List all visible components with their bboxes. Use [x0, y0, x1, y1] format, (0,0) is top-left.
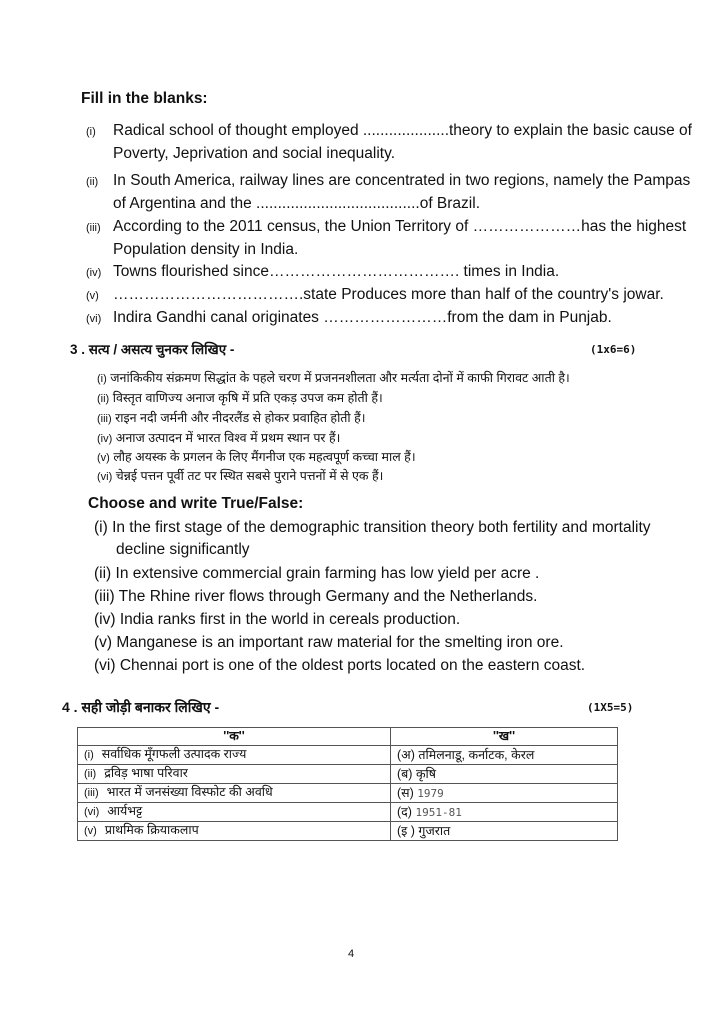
true-false-hindi-item [97, 410, 366, 428]
column-a-cell [78, 784, 391, 803]
column-a-cell [78, 765, 391, 784]
item-text: चेन्नई पत्तन पूर्वी तट पर स्थित सबसे पुराने पत्तनों में से एक हैं। [115, 469, 384, 483]
item-number: (vi) [97, 471, 113, 483]
item-text: Indira Gandhi canal originates ……………………from the dam in Punjab. [113, 309, 612, 326]
item-number: (v) [97, 452, 110, 464]
true-false-hindi-item [97, 370, 570, 388]
item-text: (v) Manganese is an important raw material for the smelting iron ore. [94, 634, 564, 651]
row-number: (iii) [84, 787, 99, 799]
cell-text: तमिलनाडू, कर्नाटक, केरल [418, 747, 535, 762]
item-text: (ii) In extensive commercial grain farming has low yield per acre . [94, 565, 540, 582]
item-number: (ii) [86, 176, 99, 188]
true-false-item [94, 517, 651, 561]
true-false-title: Choose and write True/False: [88, 495, 304, 512]
item-number: (v) [86, 290, 99, 302]
row-number: (vi) [84, 806, 100, 818]
true-false-item [94, 586, 537, 608]
cell-text: आर्यभट्ट [107, 804, 143, 818]
table-row [78, 822, 618, 841]
item-number: (iv) [97, 433, 113, 445]
column-b-header: ''ख'' [391, 728, 618, 746]
fill-blank-item [86, 307, 696, 330]
column-a-header: ''क'' [78, 728, 391, 746]
fill-blank-item [86, 284, 696, 307]
match-table [77, 727, 618, 841]
table-row [78, 746, 618, 765]
cell-text: 1951-81 [415, 805, 462, 819]
true-false-item [94, 563, 539, 585]
question-3-marks: (1x6=6) [590, 343, 637, 356]
fill-blank-item [86, 120, 696, 165]
question-4-heading: 4 . सही जोड़ी बनाकर लिखिए - [62, 699, 220, 715]
item-number: (ii) [97, 393, 110, 405]
item-number: (iv) [86, 267, 102, 279]
column-a-cell [78, 746, 391, 765]
fill-blanks-title: Fill in the blanks: [81, 90, 208, 107]
table-row [78, 765, 618, 784]
item-text: (iii) The Rhine river flows through Germany and the Netherlands. [94, 588, 538, 605]
item-text: (vi) Chennai port is one of the oldest ports located on the eastern coast. [94, 657, 586, 674]
true-false-hindi-item [97, 449, 416, 467]
option-label: (अ) [397, 747, 415, 762]
item-number: (i) [97, 373, 107, 385]
true-false-hindi-item [97, 390, 383, 408]
item-text: लौह अयस्क के प्रगलन के लिए मैंगनीज एक महत्वपूर्ण कच्चा माल हैं। [113, 450, 416, 464]
item-text: According to the 2011 census, the Union Territory of …………………has the highest [113, 218, 687, 235]
item-continuation: Poverty, Jeprivation and social inequality. [113, 145, 396, 162]
item-text: राइन नदी जर्मनी और नीदरलैंड से होकर प्रवाहित होती हैं। [115, 411, 366, 425]
column-b-cell [391, 746, 618, 765]
true-false-hindi-item [97, 468, 383, 486]
row-number: (ii) [84, 768, 97, 780]
true-false-item [94, 655, 585, 677]
fill-blank-item [86, 216, 696, 261]
cell-text: भारत में जनसंख्या विस्फोट की अवधि [106, 785, 273, 799]
question-3-heading: 3 . सत्य / असत्य चुनकर लिखिए - [70, 342, 235, 357]
item-text: विस्तृत वाणिज्य अनाज कृषि में प्रति एकड़ उपज कम होती हैं। [112, 391, 383, 405]
item-number: (i) [86, 126, 96, 138]
option-label: (ब) [397, 766, 413, 781]
column-b-cell [391, 765, 618, 784]
column-b-cell [391, 784, 618, 803]
table-header-row [78, 728, 618, 746]
item-number: (iii) [86, 222, 101, 234]
row-number: (v) [84, 825, 97, 837]
item-continuation: of Argentina and the ......................................of Brazil. [113, 195, 480, 212]
cell-text: प्राथमिक क्रियाकलाप [104, 823, 199, 837]
cell-text: 1979 [417, 786, 444, 800]
cell-text: कृषि [415, 766, 437, 781]
true-false-item [94, 632, 564, 654]
cell-text: सर्वाधिक मूँगफली उत्पादक राज्य [101, 747, 247, 761]
cell-text: द्रविड़ भाषा परिवार [104, 766, 188, 780]
item-continuation: Population density in India. [113, 241, 299, 258]
option-label: (इ ) [397, 823, 415, 838]
true-false-hindi-item [97, 430, 340, 448]
option-label: (द) [397, 804, 412, 819]
cell-text: गुजरात [418, 823, 451, 838]
item-number: (iii) [97, 413, 112, 425]
item-text: Towns flourished since………………………………. times in India. [113, 263, 560, 280]
page-number: 4 [348, 948, 355, 960]
true-false-item [94, 609, 460, 631]
item-text: (i) In the first stage of the demographic transition theory both fertility and mortality [94, 519, 651, 536]
item-text: अनाज उत्पादन में भारत विश्व में प्रथम स्थान पर हैं। [115, 431, 341, 445]
item-text: ……………………………….state Produces more than half of the country's jowar. [113, 286, 664, 303]
question-4-marks: (1X5=5) [587, 701, 634, 714]
fill-blank-item [86, 170, 696, 215]
item-text: Radical school of thought employed ....................theory to explain the basic cause of [113, 122, 692, 139]
column-a-cell [78, 822, 391, 841]
column-a-cell [78, 803, 391, 822]
column-b-cell [391, 803, 618, 822]
fill-blank-item [86, 261, 696, 284]
item-continuation: decline significantly [116, 541, 250, 558]
table-row [78, 803, 618, 822]
item-number: (vi) [86, 313, 102, 325]
table-row [78, 784, 618, 803]
row-number: (i) [84, 749, 94, 761]
item-text: In South America, railway lines are concentrated in two regions, namely the Pampas [113, 172, 691, 189]
column-b-cell [391, 822, 618, 841]
option-label: (स) [397, 785, 414, 800]
item-text: (iv) India ranks first in the world in cereals production. [94, 611, 461, 628]
item-text: जनांकिकीय संक्रमण सिद्धांत के पहले चरण में प्रजननशीलता और मर्त्यता दोनों में काफी गिरावट आती है। [110, 371, 570, 385]
